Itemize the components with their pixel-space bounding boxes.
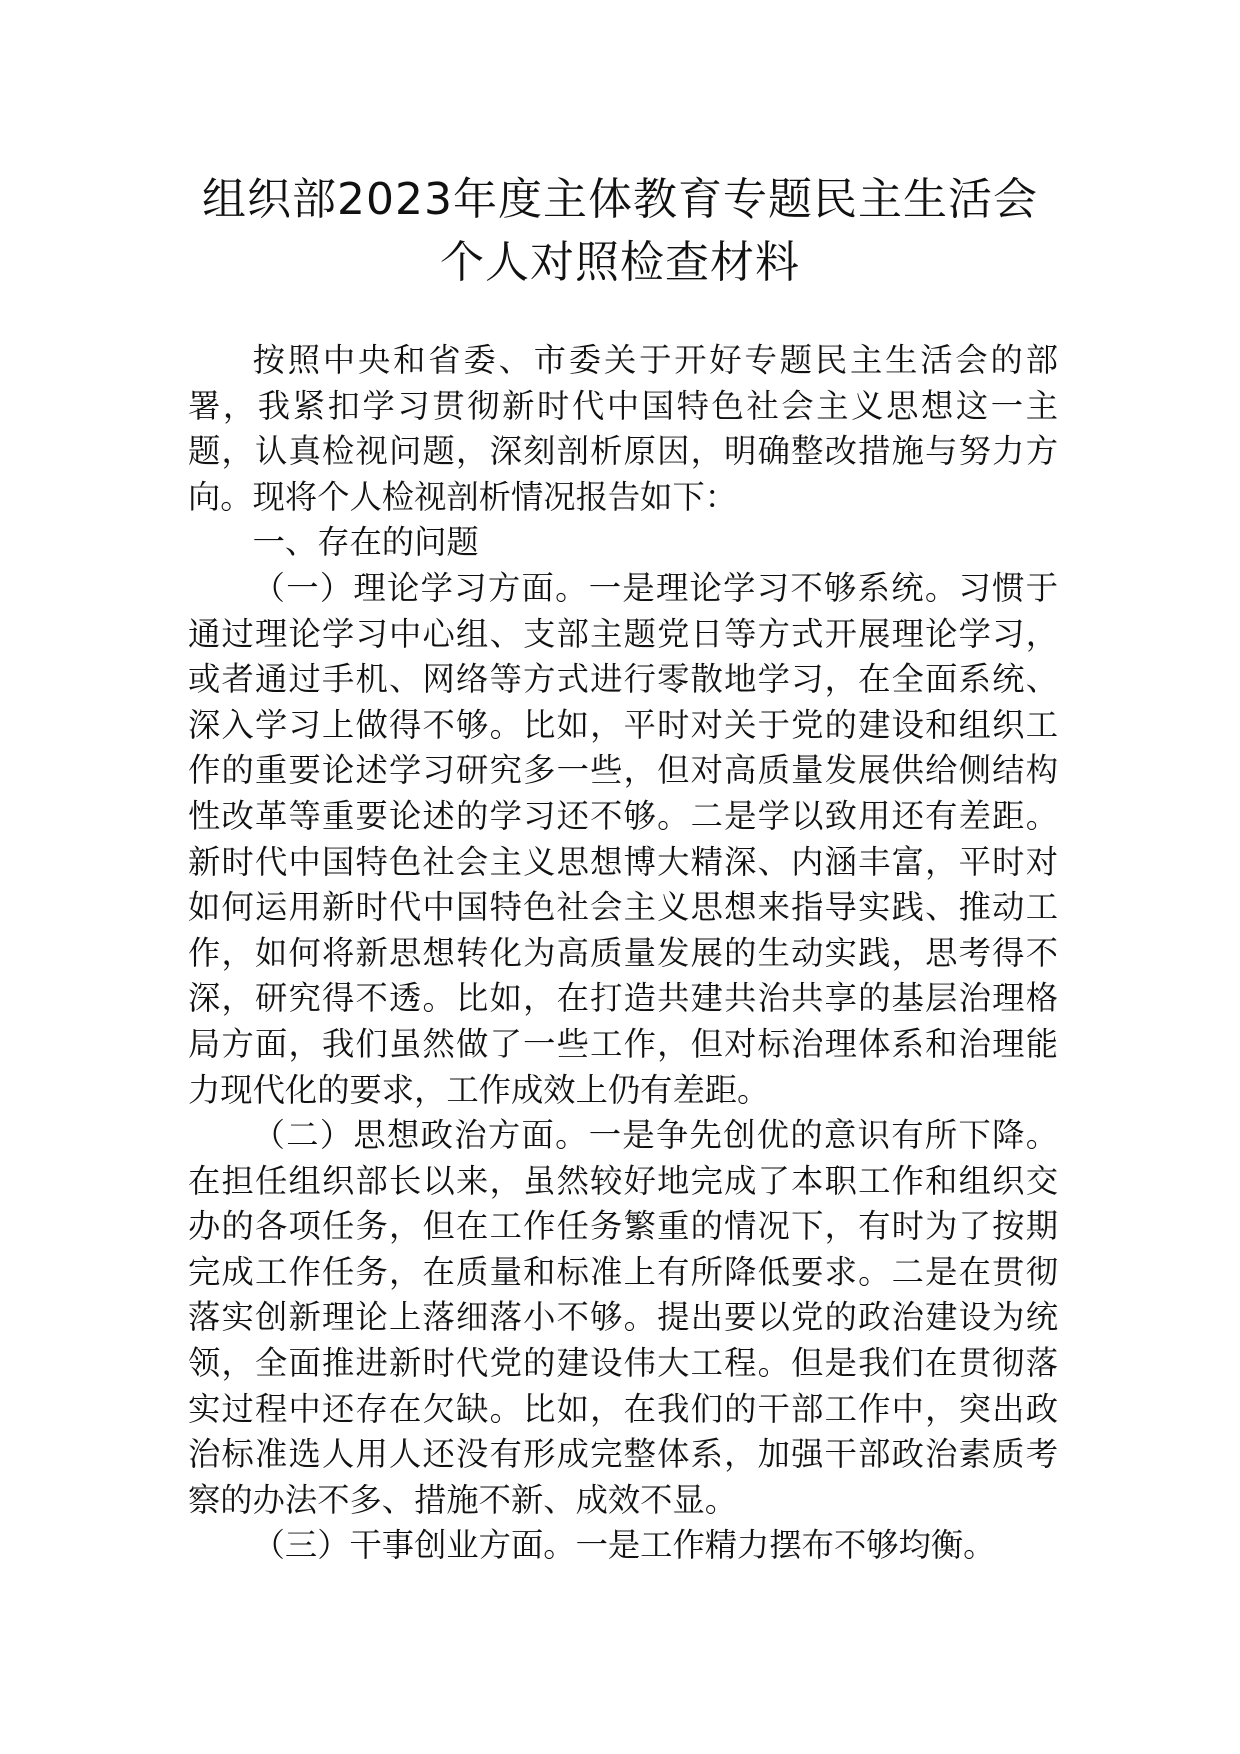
paragraph-intro: 按照中央和省委、市委关于开好专题民主生活会的部署，我紧扣学习贯彻新时代中国特色社会主义思想这一主题，认真检视问题，深刻剖析原因，明确整改措施与努力方向。现将个人检视剖析情况报告如下： bbox=[188, 341, 1058, 516]
section-heading-problems: 一、存在的问题 bbox=[252, 523, 479, 562]
paragraph-ideology-politics: （二）思想政治方面。一是争先创优的意识有所下降。在担任组织部长以来，虽然较好地完成了本职工作和组织交办的各项任务，但在工作任务繁重的情况下，有时为了按期完成工作任务，在质量和标准上有所降低要求。二是在贯彻落实创新理论上落细落小不够。提出要以党的政治建设为统领，全面推进新时代党的建设伟大工程。但是我们在贯彻落实过程中还存在欠缺。比如，在我们的干部工作中，突出政治标准选人用人还没有形成完整体系，加强干部政治素质考察的办法不多、措施不新、成效不显。 bbox=[188, 1116, 1058, 1519]
document-subtitle: 个人对照检查材料 bbox=[440, 237, 800, 288]
document-body bbox=[188, 338, 1058, 1569]
document-title: 组织部2023年度主体教育专题民主生活会 bbox=[202, 174, 1038, 225]
paragraph-theory-study: （一）理论学习方面。一是理论学习不够系统。习惯于通过理论学习中心组、支部主题党日等方式开展理论学习，或者通过手机、网络等方式进行零散地学习，在全面系统、深入学习上做得不够。比如，平时对关于党的建设和组织工作的重要论述学习研究多一些，但对高质量发展供给侧结构性改革等重要论述的学习还不够。二是学以致用还有差距。新时代中国特色社会主义思想博大精深、内涵丰富，平时对如何运用新时代中国特色社会主义思想来指导实践、推动工作，如何将新思想转化为高质量发展的生动实践，思考得不深，研究得不透。比如，在打造共建共治共享的基层治理格局方面，我们虽然做了一些工作，但对标治理体系和治理能力现代化的要求，工作成效上仍有差距。 bbox=[188, 568, 1058, 1109]
paragraph-entrepreneurship: （三）干事创业方面。一是工作精力摆布不够均衡。 bbox=[252, 1526, 996, 1565]
